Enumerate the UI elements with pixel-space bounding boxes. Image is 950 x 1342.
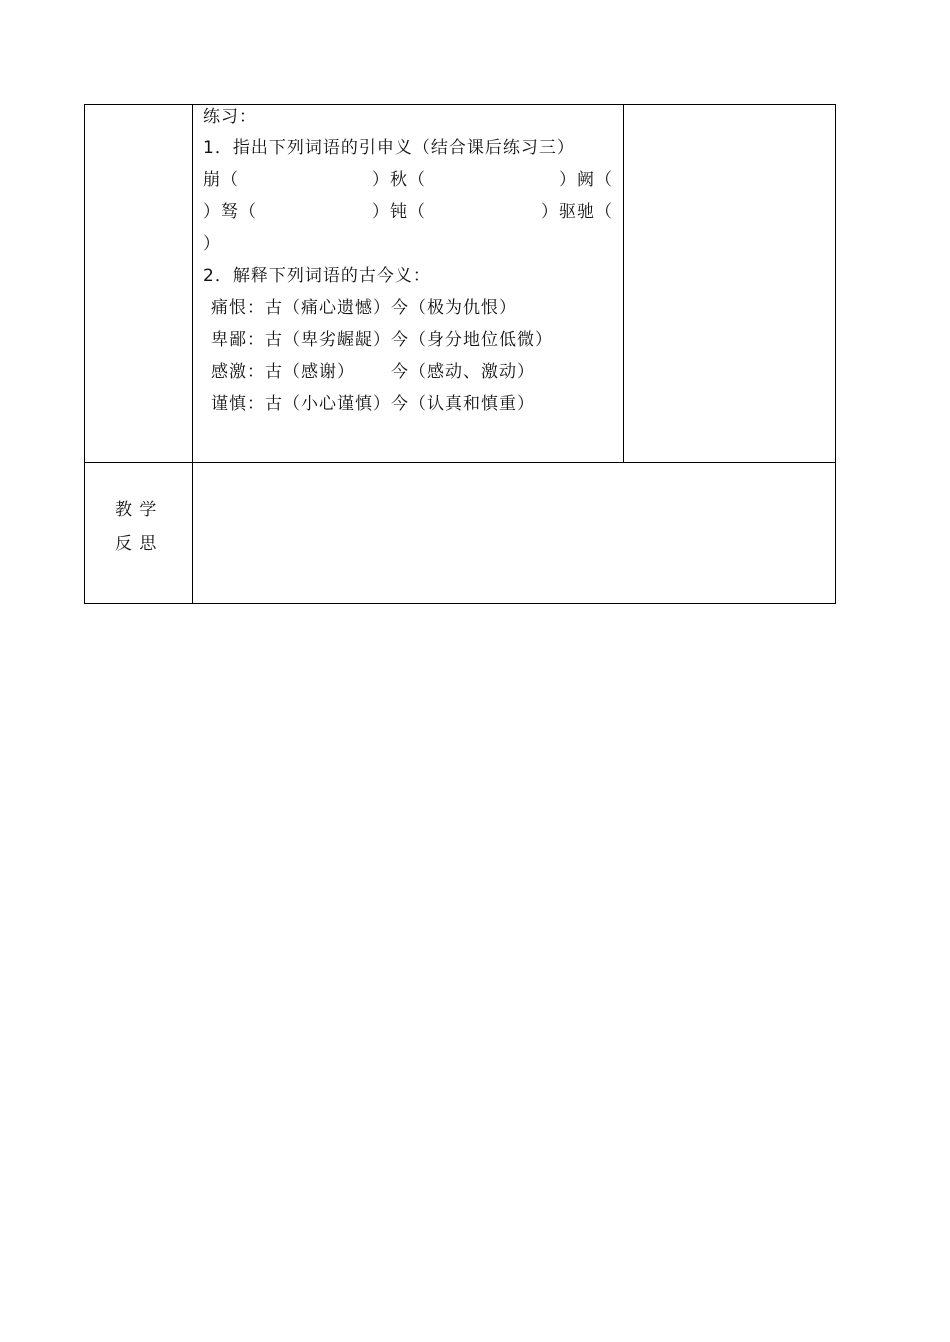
blank-item: ）钝（ — [372, 202, 426, 222]
gujin-item — [203, 388, 613, 420]
question-1-row-1 — [203, 164, 613, 196]
exercise-label-cell — [85, 105, 193, 463]
blank-item: 崩（ — [203, 170, 239, 190]
gujin-word: 卑鄙： — [211, 330, 265, 350]
gujin-item — [203, 356, 613, 388]
blank-item: ）驱驰（ — [541, 202, 613, 222]
gujin-ancient: 古（卑劣龌龊） — [265, 330, 391, 350]
question-2-prompt: 2．解释下列词语的古今义： — [203, 266, 431, 286]
gujin-ancient: 古（感谢） — [265, 362, 355, 382]
reflection-label-cell — [85, 463, 193, 604]
exercise-content-cell — [193, 105, 624, 463]
exercise-block — [193, 105, 623, 420]
gujin-modern: 今（认真和慎重） — [391, 394, 535, 414]
reflection-label — [85, 463, 192, 561]
gujin-word: 谨慎： — [211, 394, 265, 414]
blank-item: ）秋（ — [372, 170, 426, 190]
gujin-item — [203, 324, 613, 356]
exercise-title: 练习： — [203, 107, 257, 127]
blank-item: ）驽（ — [203, 202, 257, 222]
gujin-ancient: 古（痛心遗憾） — [265, 298, 391, 318]
gujin-modern: 今（感动、激动） — [391, 362, 535, 382]
blank-item: ）阙（ — [559, 170, 613, 190]
gujin-ancient: 古（小心谨慎） — [265, 394, 391, 414]
lesson-plan-table — [84, 104, 836, 604]
reflection-content-cell[interactable] — [193, 463, 836, 604]
question-1-row-3: ） — [203, 234, 221, 254]
question-1-prompt: 1．指出下列词语的引申义（结合课后练习三） — [203, 138, 575, 158]
gujin-modern: 今（极为仇恨） — [391, 298, 517, 318]
gujin-item — [203, 292, 613, 324]
exercise-row — [85, 105, 836, 463]
question-1-row-2 — [203, 196, 613, 228]
gujin-modern: 今（身分地位低微） — [391, 330, 553, 350]
reflection-label-line-2: 反 思 — [115, 534, 158, 554]
reflection-label-line-1: 教 学 — [115, 500, 158, 520]
gujin-word: 感激： — [211, 362, 265, 382]
reflection-row — [85, 463, 836, 604]
exercise-notes-cell — [624, 105, 836, 463]
gujin-word: 痛恨： — [211, 298, 265, 318]
